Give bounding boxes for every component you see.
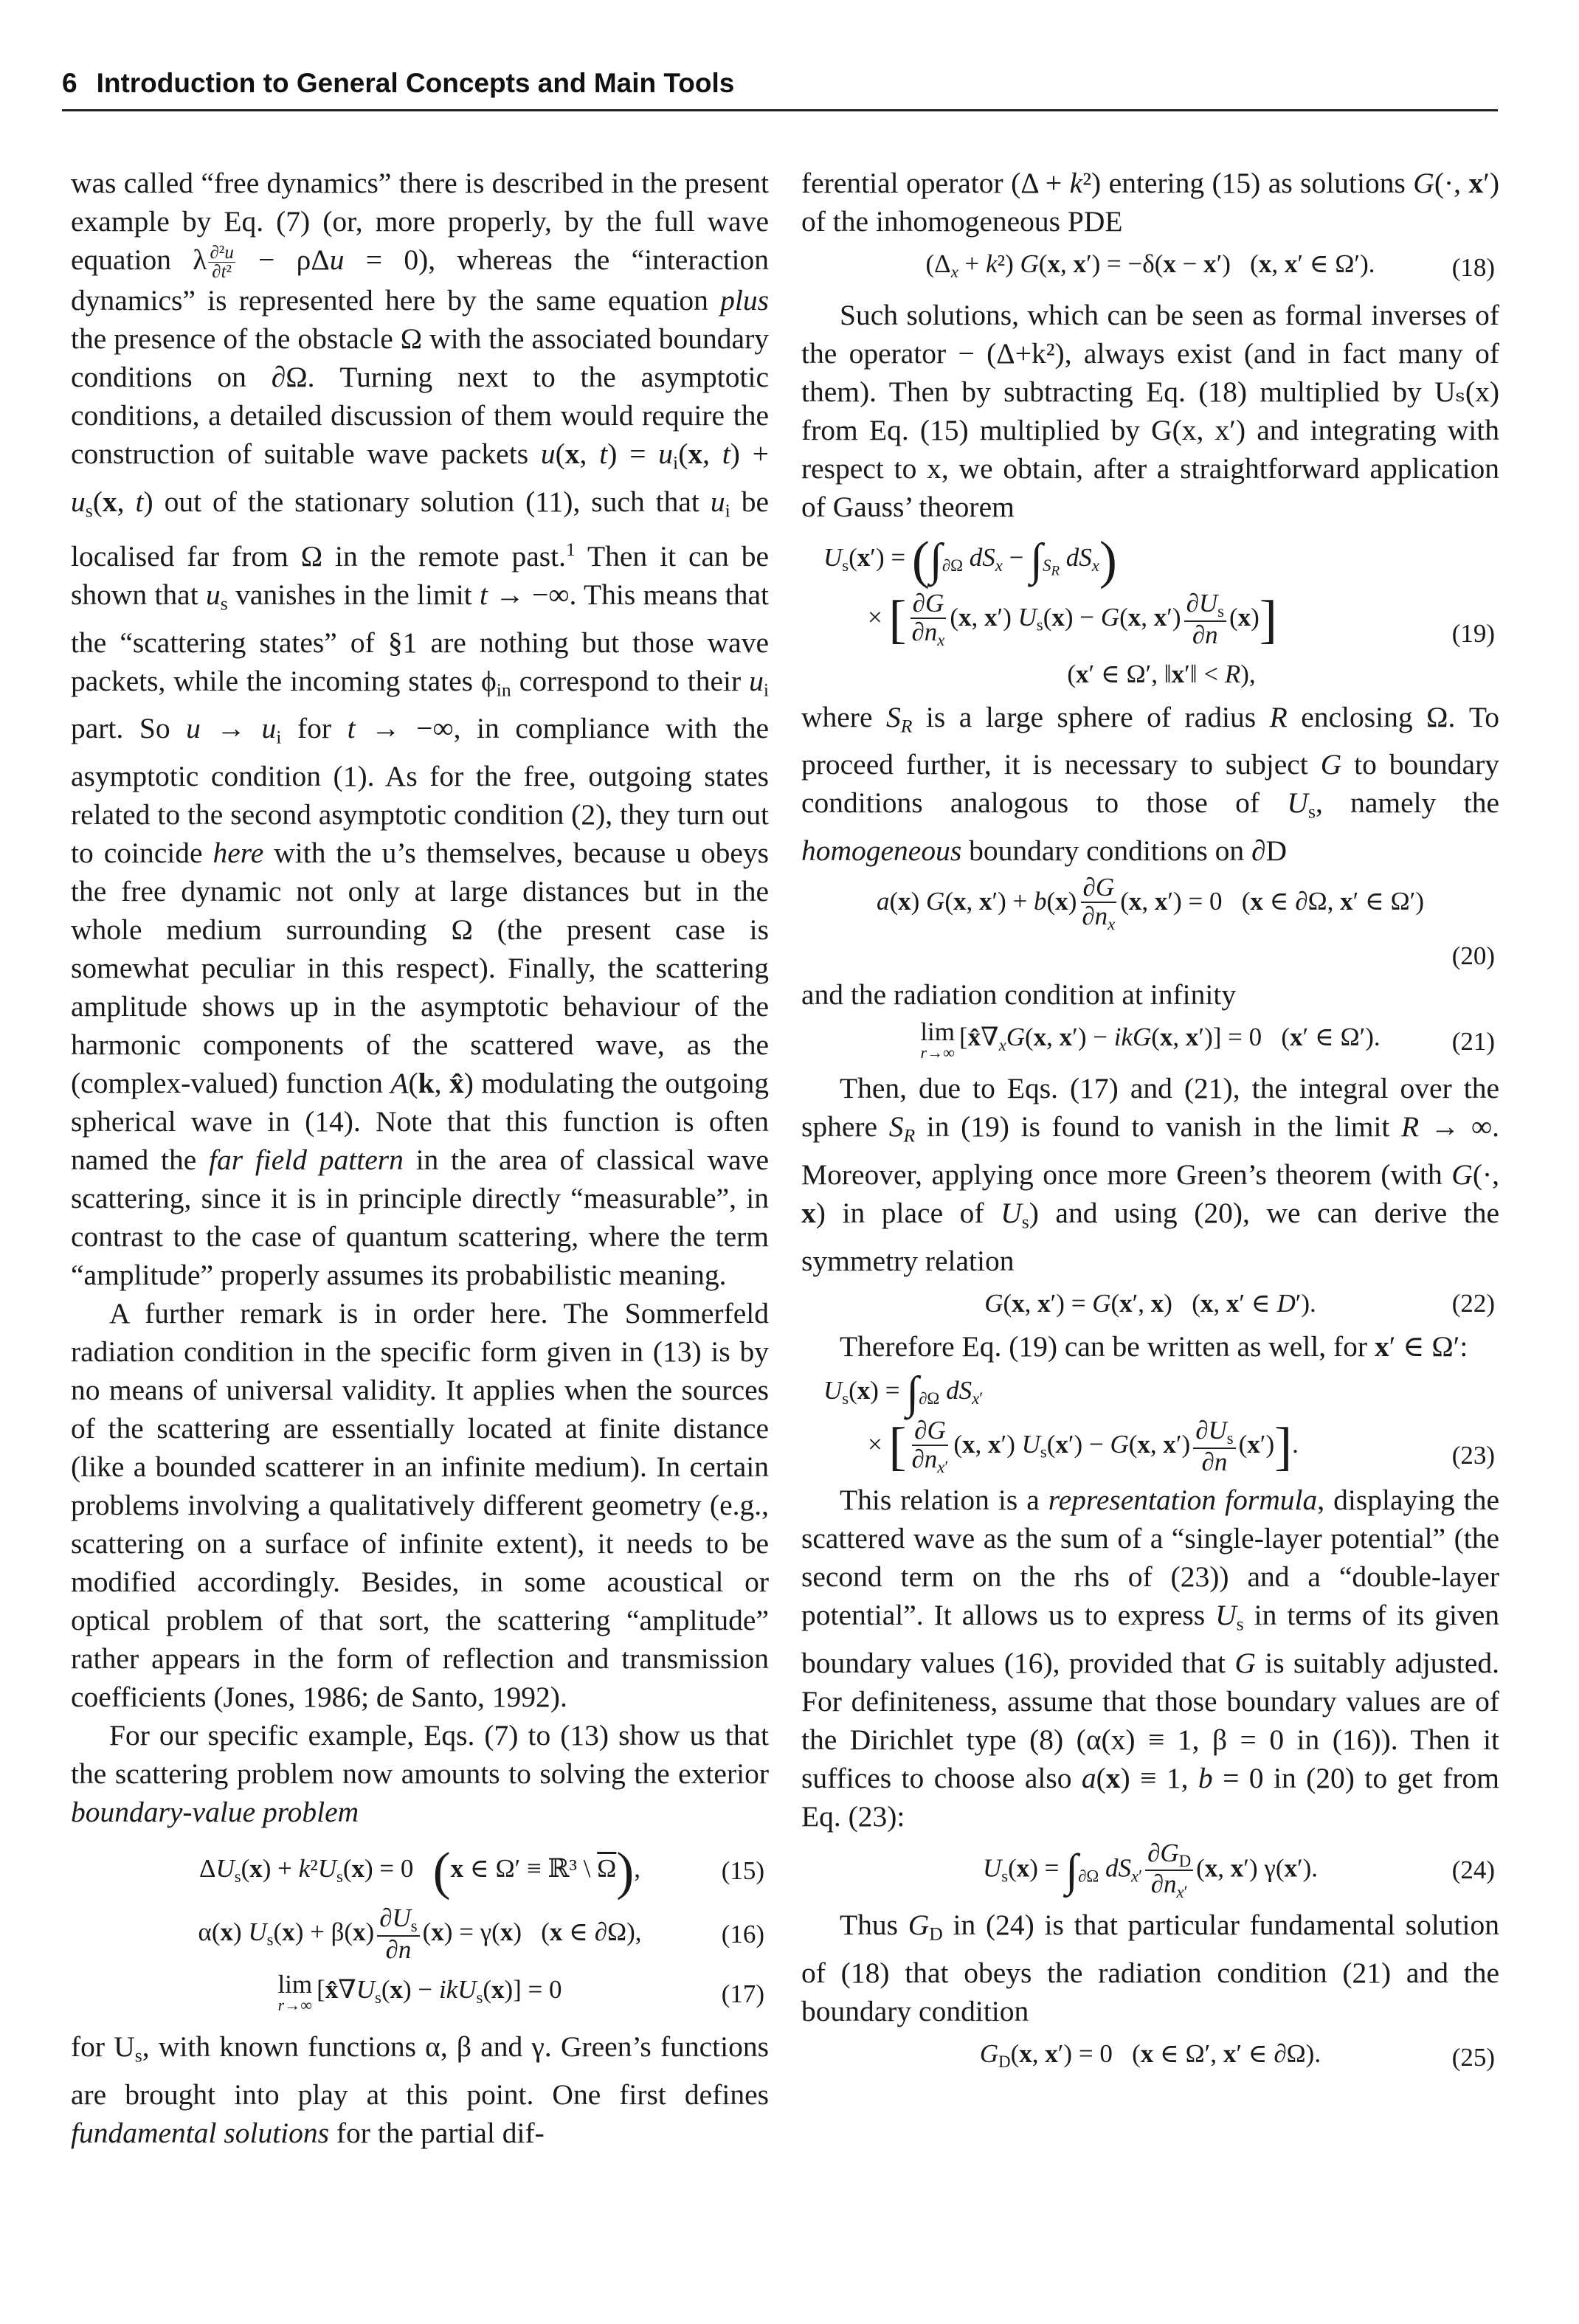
paragraph: was called “free dynamics” there is described in the present example by Eq. (7) (or, more properly, by the full wave equation λ $\frac{\text{∂²u}}{\text{∂t²}}$ − ρΔu = 0), whereas the “interaction dynamics” is represented here by the same equation plus the presence of the obstacle Ω with the associated boundary conditions on ∂Ω. Turning next to the asymptotic conditions, a detailed discussion of them would require the construction of suitable wave packets u(x, $t) = u_i(x$, $t) + u_s(x$, t) out of the stationary solution (11), such that $u_i$ be localised far from Ω in the remote past.$^1$ Then it can be shown that $u_s$ vanishes in the limit t → −∞. This means that the “scattering states” of §1 are nothing but those wave packets, while the incoming states $\phi_{in}$ correspond to their $u_i$ part. So $u \to u_i$ for t → −∞, in compliance with the asymptotic condition (1). As for the free, outgoing states related to the second asymptotic condition (2), they turn out to coincide here with the u’s themselves, because u obeys the free dynamic not only at large distances but in the whole medium surrounding Ω (the present case is somewhat peculiar in this respect). Finally, the scattering amplitude shows up in the asymptotic behaviour of the harmonic components of the scattered wave, as the (complex-valued) function A(k, x̂) modulating the outgoing spherical wave in (14). Note that this function is often named the far field pattern in the area of classical wave scattering, since it is in principle directly “measurable”, in contrast to the case of quantum scattering, where the term “amplitude” properly assumes its probabilistic meaning. xyxy=(71,167,770,1291)
equation-22: G(x, x′) = G(x′, x) (x, x′ ∈ D′). (22) xyxy=(984,1288,1495,1318)
left-column xyxy=(71,164,769,2152)
equation-16: α(x) $U_s(x) + \beta(x)$ $\frac{\partial U_s}{\partial n}$ (x) = γ(x) (x ∈ ∂Ω), (16) xyxy=(198,1903,764,1964)
equation-18: $(\Delta_x + k^2)$ G(x, x′) = −δ(x − x′) (x, x′ ∈ Ω′). (18) xyxy=(925,249,1495,283)
equation-23: $U_s(x) = \int_{\partial\Omega}$ $dS_{x'}$ × [ $\frac{\partial G}{\partial n_{x'}}$ (x, x′) $U_s(x') - G(x$, x′) $\frac{\partial U_s}{\partial n}$ (x′)]. (23) xyxy=(823,1367,1495,1477)
header-rule xyxy=(62,109,1498,111)
paragraph: Therefore Eq. (19) can be written as well, for x′ ∈ Ω′: xyxy=(840,1329,1468,1363)
equation-24: $U_s(x) = \int_{\partial\Omega}$ $dS_{x'}$ $\frac{\partial G_D}{\partial n_{x'}}$ (x, x′) γ(x′). (24) xyxy=(982,1838,1495,1902)
equation-20: a(x) G(x, x′) + b(x) $\frac{\partial G}{\partial n_x}$ (x, x′) = 0 (x ∈ ∂Ω, x′ ∈ Ω′) xyxy=(876,873,1424,933)
running-header xyxy=(62,68,1498,99)
equation-21: lim r→∞ [$x̂\nabla_xG(x$, x′) − ikG(x, x′)] = 0 (x′ ∈ Ω′). (21) xyxy=(920,1017,1495,1062)
equation-19: $U_s(x') = (\int_{\partial\Omega}$ $dS_x - \int_{S_R}$ $dS_x$) × [ $\frac{\partial G}{\partial n_x}$ (x, x′) $U_s(x) - G(x$, x′) $\frac{\partial U_s}{\partial n}$ (x)] (x′ ∈ Ω′, ‖x′‖ < R), (19) xyxy=(823,530,1495,688)
running-title: Introduction to General Concepts and Main Tools xyxy=(96,68,735,98)
page-number: 6 xyxy=(62,68,77,98)
paragraph: A further remark is in order here. The Sommerfeld radiation condition in the specific form given in (13) is by no means of universal validity. It applies when the sources of the scattering are essentially located at finite distance (like a bounded scatterer in an infinite medium). In certain problems involving a qualitatively different geometry (e.g., scattering on a surface of infinite extent), it needs to be modified accordingly. Besides, in some acoustical or optical problem of that sort, the scattering “amplitude” rather appears in the form of reflection and transmission coefficients (Jones, 1986; de Santo, 1992). xyxy=(71,1296,769,1713)
paragraph: For our specific example, Eqs. (7) to (13) show us that the scattering problem now amounts to solving the exterior boundary-value problem xyxy=(71,1718,769,1828)
right-column xyxy=(801,164,1499,2085)
equation-20-number: (20) xyxy=(1451,941,1495,971)
paragraph: where $S_R$ is a large sphere of radius R enclosing Ω. To proceed further, it is necessary to subject G to boundary conditions analogous to those of $U_s$, namely the homogeneous boundary conditions on ∂D xyxy=(801,700,1499,868)
equation-15: $\Delta U_s(x) + k^2U_s(x) = 0$ (x ∈ Ω′ ≡ ℝ³ \ $\overline{\Omega}$), (15) xyxy=(198,1841,764,1901)
paragraph: ferential operator (Δ + k²) entering (15) as solutions G(·, x′) of the inhomogeneous PDE xyxy=(801,167,1499,238)
paragraph: Then, due to Eqs. (17) and (21), the integral over the sphere $S_R$ in (19) is found to vanish in the limit R → ∞. Moreover, applying once more Green’s theorem (with G(·, x) in place of $U_s$) and using (20), we can derive the symmetry relation xyxy=(801,1072,1499,1277)
equation-25: $G_D(x$, x′) = 0 (x ∈ Ω′, x′ ∈ ∂Ω). (25) xyxy=(979,2038,1495,2072)
equation-17: lim r→∞ $[x̂\nabla U_s(x) - ikU_s(x)] = 0$ (17) xyxy=(277,1969,764,2014)
paragraph: and the radiation condition at infinity xyxy=(801,978,1237,1011)
paragraph: This relation is a representation formula, displaying the scattered wave as the sum of a “single-layer potential” (the second term on the rhs of (23)) and a “double-layer potential”. It allows us to express $U_s$ in terms of its given boundary values (16), provided that G is suitably adjusted. For definiteness, assume that those boundary values are of the Dirichlet type (8) (α(x) ≡ 1, β = 0 in (16)). Then it suffices to choose also a(x) ≡ 1, b = 0 in (20) to get from Eq. (23): xyxy=(801,1483,1500,1833)
footnote-marker: 1 xyxy=(565,538,576,560)
paragraph: for $U_s$, with known functions α, β and γ. Green’s functions are brought into play at this point. One first defines fundamental solutions for the partial dif- xyxy=(71,2030,769,2149)
paragraph: Such solutions, which can be seen as formal inverses of the operator − (Δ+k²), always exist (and in fact many of them). Then by subtracting Eq. (18) multiplied by Uₛ(x) from Eq. (15) multiplied by G(x, x′) and integrating with respect to x, we obtain, after a straightforward application of Gauss’ theorem xyxy=(801,298,1499,523)
paragraph: Thus $G_D$ in (24) is that particular fundamental solution of (18) that obeys the radiation condition (21) and the boundary condition xyxy=(801,1908,1500,2027)
